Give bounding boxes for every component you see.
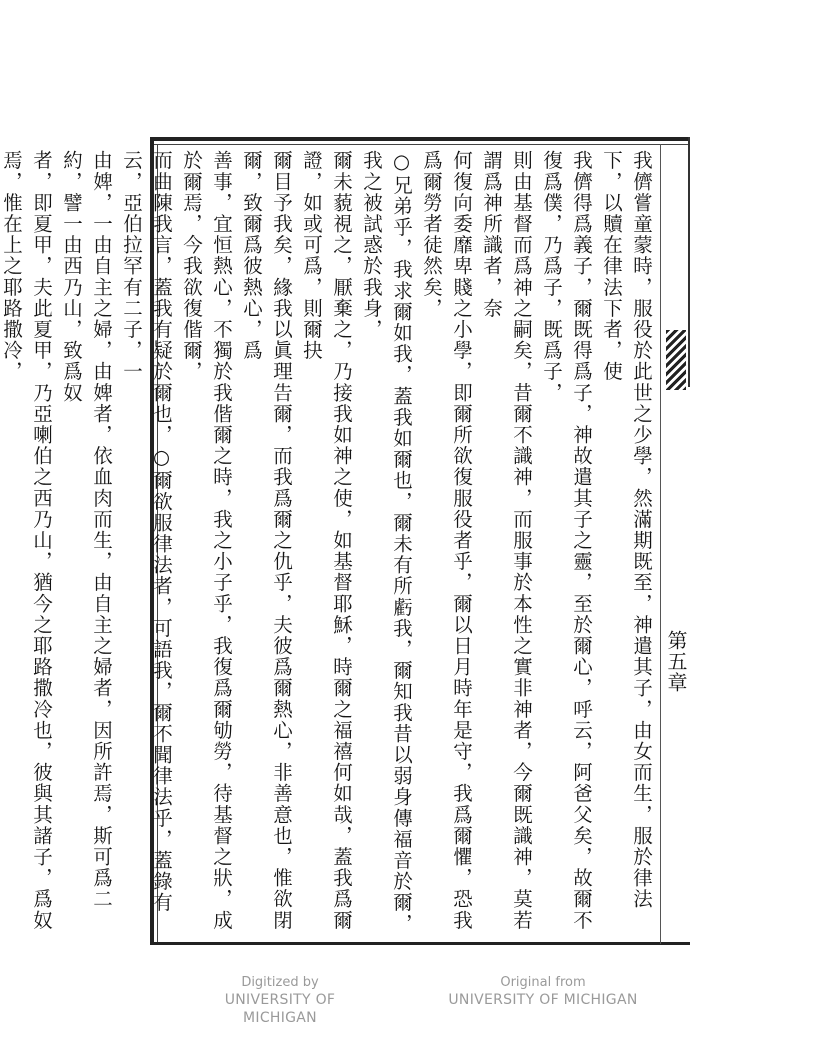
- text-column: 善事，宜恒熱心，不獨於我偕爾之時，我之小子乎，我復爲爾劬勞，待基督之狀，成於爾焉，今我欲復偕爾，: [180, 150, 233, 931]
- margin-rule: [660, 144, 661, 944]
- frame-top-border: [150, 137, 690, 141]
- text-column: 而曲陳我言，蓋我有疑於爾也，○爾欲服律法者，可語我，爾不聞律法乎，蓋錄有云，亞伯拉罕有二子，一: [120, 150, 173, 914]
- footer-left-line2: UNIVERSITY OF MICHIGAN: [224, 992, 336, 1026]
- hatched-ornament: [666, 330, 686, 390]
- frame-top-inner-border: [150, 144, 690, 145]
- footer-right-line2: UNIVERSITY OF MICHIGAN: [448, 992, 638, 1008]
- text-column: 我儕嘗童蒙時，服役於此世之少學，然滿期既至，神遣其子，由女而生，服於律法下，以贖在律法下者，使: [600, 150, 653, 910]
- footer-left-line1: Digitized by: [241, 975, 319, 990]
- text-column: 我儕得爲義子，爾既得爲子，神故遣其子之靈，至於爾心，呼云，阿爸父矣，故爾不復爲僕，乃爲子，既爲子，: [540, 150, 593, 931]
- margin-outer-rule: [688, 137, 690, 387]
- footer-right-line1: Original from: [500, 975, 586, 990]
- text-column: ○兄弟乎，我求爾如我，蓋我如爾也，爾未有所虧我，爾知我昔以弱身傳福音於爾，我之被試惑於我身，: [360, 150, 413, 935]
- text-column: 者，即夏甲，夫此夏甲，乃亞喇伯之西乃山，猶今之耶路撒冷也，彼與其諸子，爲奴焉，惟在上之耶路撒冷，: [0, 150, 53, 931]
- frame-bottom-border: [150, 942, 690, 945]
- chapter-label: 第五章: [664, 630, 688, 693]
- footer-digitized-by: [190, 974, 370, 1027]
- footer-original-from: [448, 974, 638, 1009]
- text-column: 爾未藐視之，厭棄之，乃接我如神之使，如基督耶穌，時爾之福禧何如哉，蓋我爲爾證，如或可爲，則爾抉: [300, 150, 353, 931]
- text-column: 何復向委靡卑賤之小學，即爾所欲復服役者乎，爾以日月時年是守，我爲爾懼，恐我爲爾勞者徒然矣，: [420, 150, 473, 931]
- text-column: 則由基督而爲神之嗣矣，昔爾不識神，而服事於本性之實非神者，今爾既識神，莫若謂爲神所識者，奈: [480, 150, 533, 931]
- vertical-text-body: [0, 150, 656, 940]
- text-column: 爾目予我矣，緣我以眞理告爾，而我爲爾之仇乎，夫彼爲爾熱心，非善意也，惟欲閉爾，致爾爲彼熱心，爲: [240, 150, 293, 931]
- text-column: 由婢，一由自主之婦，由婢者，依血肉而生，由自主之婦者，因所許焉，斯可爲二約，譬一由西乃山，致爲奴: [60, 150, 113, 910]
